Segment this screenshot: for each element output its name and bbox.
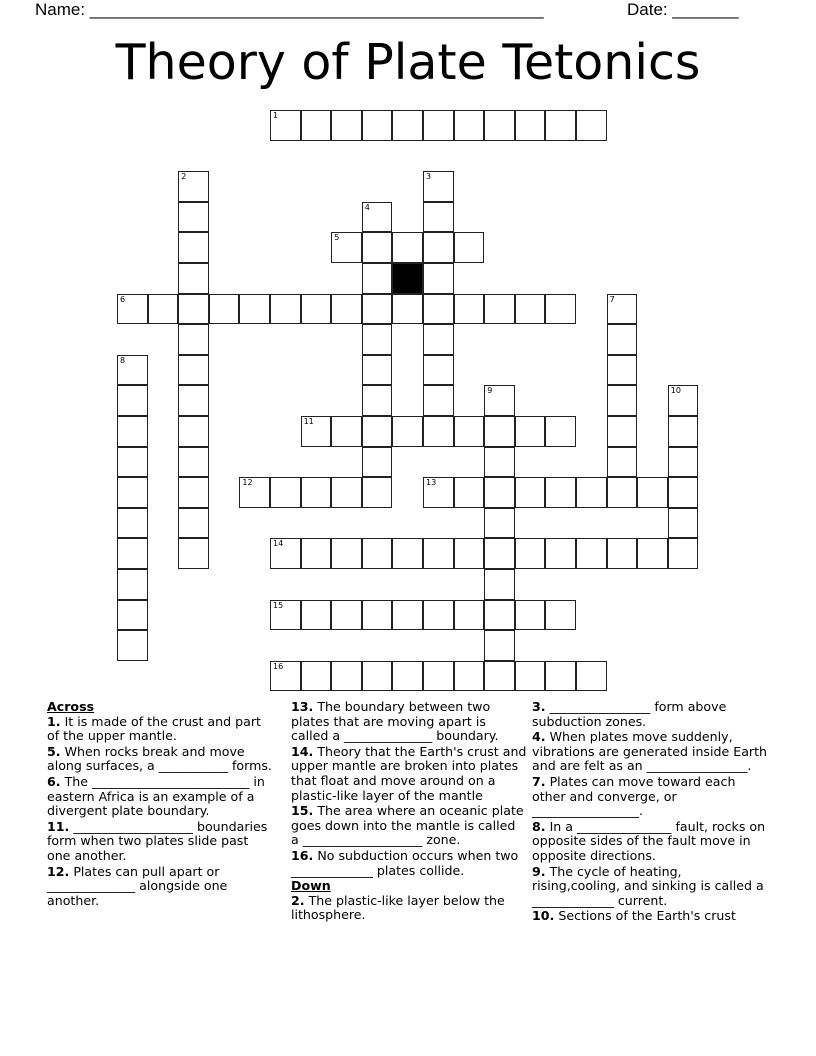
clue-text: The cycle of heating, rising,cooling, and sinking is called a _____________ current. xyxy=(532,863,764,908)
grid-cell[interactable] xyxy=(331,232,362,263)
grid-cell[interactable] xyxy=(545,661,576,692)
grid-cell[interactable] xyxy=(454,416,485,447)
grid-cell[interactable] xyxy=(515,110,546,141)
grid-cell[interactable] xyxy=(178,508,209,539)
clue-number: 6 xyxy=(120,294,126,304)
grid-cell[interactable] xyxy=(331,661,362,692)
grid-cell[interactable] xyxy=(515,477,546,508)
grid-cell[interactable] xyxy=(331,416,362,447)
grid-cell[interactable] xyxy=(423,477,454,508)
clue-number: 8 xyxy=(120,355,126,365)
grid-cell[interactable] xyxy=(362,385,393,416)
grid-cell[interactable] xyxy=(117,447,148,478)
grid-cell[interactable] xyxy=(423,661,454,692)
clue-text: ________________ form above subduction zones. xyxy=(532,699,727,729)
grid-cell[interactable] xyxy=(484,385,515,416)
clue-item xyxy=(291,700,527,744)
grid-cell[interactable] xyxy=(484,110,515,141)
grid-cell[interactable] xyxy=(515,416,546,447)
grid-cell[interactable] xyxy=(178,324,209,355)
grid-cell[interactable] xyxy=(454,110,485,141)
grid-cell[interactable] xyxy=(301,538,332,569)
grid-cell[interactable] xyxy=(545,294,576,325)
clue-number: 14. xyxy=(291,743,314,759)
grid-cell[interactable] xyxy=(301,661,332,692)
grid-cell[interactable] xyxy=(362,538,393,569)
grid-cell[interactable] xyxy=(484,416,515,447)
grid-cell[interactable] xyxy=(545,416,576,447)
grid-cell[interactable] xyxy=(270,477,301,508)
grid-cell[interactable] xyxy=(331,538,362,569)
grid-cell[interactable] xyxy=(362,600,393,631)
clue-item xyxy=(532,775,768,819)
grid-cell[interactable] xyxy=(423,416,454,447)
grid-cell[interactable] xyxy=(362,355,393,386)
grid-cell[interactable] xyxy=(178,416,209,447)
grid-cell[interactable] xyxy=(484,630,515,661)
clue-number: 2. xyxy=(291,892,305,908)
grid-cell[interactable] xyxy=(178,202,209,233)
grid-cell[interactable] xyxy=(668,508,699,539)
grid-cell[interactable] xyxy=(484,569,515,600)
grid-cell[interactable] xyxy=(423,202,454,233)
grid-cell[interactable] xyxy=(607,385,638,416)
clue-number: 5. xyxy=(47,743,61,759)
grid-cell[interactable] xyxy=(423,294,454,325)
clues-column-3 xyxy=(532,700,768,925)
grid-cell[interactable] xyxy=(515,538,546,569)
name-field[interactable]: Name: ________________________________________________ xyxy=(35,0,544,19)
grid-cell[interactable] xyxy=(423,355,454,386)
grid-cell[interactable] xyxy=(515,661,546,692)
grid-cell[interactable] xyxy=(484,294,515,325)
clue-text: No subduction occurs when two _____________ plates collide. xyxy=(291,847,519,878)
clue-number: 9 xyxy=(487,386,493,396)
grid-cell[interactable] xyxy=(362,661,393,692)
clue-text: The area where an oceanic plate goes down into the mantle is called a ___________________ zone. xyxy=(291,803,524,848)
grid-cell[interactable] xyxy=(362,263,393,294)
grid-cell[interactable] xyxy=(331,294,362,325)
grid-cell[interactable] xyxy=(117,600,148,631)
grid-cell[interactable] xyxy=(515,600,546,631)
grid-cell[interactable] xyxy=(178,171,209,202)
grid-cell[interactable] xyxy=(607,447,638,478)
grid-cell[interactable] xyxy=(117,477,148,508)
clue-number: 1 xyxy=(273,111,279,120)
grid-cell[interactable] xyxy=(117,630,148,661)
grid-cell[interactable] xyxy=(301,477,332,508)
clue-text: Plates can pull apart or ______________ alongside one another. xyxy=(47,863,228,908)
grid-cell[interactable] xyxy=(545,538,576,569)
clue-number: 12. xyxy=(47,863,70,879)
clue-text: Theory that the Earth's crust and upper mantle are broken into plates that float and move around on a plastic-like layer of the mantle xyxy=(291,743,527,803)
grid-cell[interactable] xyxy=(362,110,393,141)
clue-number: 6. xyxy=(47,773,61,789)
grid-cell[interactable] xyxy=(270,538,301,569)
clue-number: 11 xyxy=(303,417,314,426)
clue-item xyxy=(532,909,768,924)
grid-cell[interactable] xyxy=(423,538,454,569)
grid-cell[interactable] xyxy=(454,600,485,631)
grid-cell[interactable] xyxy=(178,538,209,569)
grid-cell[interactable] xyxy=(392,538,423,569)
grid-cell[interactable] xyxy=(301,416,332,447)
grid-cell[interactable] xyxy=(576,661,607,692)
clue-number: 16. xyxy=(291,847,314,863)
grid-cell[interactable] xyxy=(178,232,209,263)
clue-number: 4 xyxy=(364,202,370,212)
grid-cell[interactable] xyxy=(454,294,485,325)
grid-cell[interactable] xyxy=(331,110,362,141)
down-heading: Down xyxy=(291,878,331,894)
clue-item xyxy=(291,745,527,803)
grid-cell[interactable] xyxy=(454,232,485,263)
grid-cell[interactable] xyxy=(362,294,393,325)
grid-cell[interactable] xyxy=(484,661,515,692)
grid-cell[interactable] xyxy=(331,477,362,508)
grid-cell[interactable] xyxy=(301,110,332,141)
grid-cell[interactable] xyxy=(362,324,393,355)
clue-text: The _________________________ in eastern Africa is an example of a divergent plate boundary. xyxy=(47,773,265,819)
clue-text: It is made of the crust and part of the upper mantle. xyxy=(47,713,261,744)
grid-cell[interactable] xyxy=(178,263,209,294)
grid-cell[interactable] xyxy=(423,232,454,263)
grid-cell[interactable] xyxy=(362,232,393,263)
grid-cell[interactable] xyxy=(148,294,179,325)
clue-text: When rocks break and move along surfaces, a ___________ forms. xyxy=(47,743,272,774)
grid-cell[interactable] xyxy=(545,110,576,141)
clue-number: 12 xyxy=(242,478,253,488)
grid-cell[interactable] xyxy=(576,110,607,141)
grid-cell[interactable] xyxy=(637,538,668,569)
clue-item xyxy=(47,745,275,774)
grid-cell[interactable] xyxy=(301,294,332,325)
grid-cell[interactable] xyxy=(668,385,699,416)
clue-number: 15 xyxy=(273,600,284,610)
clue-number: 9. xyxy=(532,863,546,879)
grid-cell[interactable] xyxy=(607,538,638,569)
grid-cell[interactable] xyxy=(178,294,209,325)
grid-cell[interactable] xyxy=(239,477,270,508)
grid-cell[interactable] xyxy=(607,355,638,386)
date-field[interactable]: Date: _______ xyxy=(627,0,739,19)
grid-cell[interactable] xyxy=(423,263,454,294)
grid-cell[interactable] xyxy=(668,477,699,508)
grid-cell[interactable] xyxy=(178,477,209,508)
clue-number: 1. xyxy=(47,713,61,729)
grid-cell[interactable] xyxy=(392,294,423,325)
grid-cell[interactable] xyxy=(117,569,148,600)
grid-cell[interactable] xyxy=(178,385,209,416)
clue-text: The plastic-like layer below the lithosphere. xyxy=(291,892,505,923)
grid-cell[interactable] xyxy=(545,477,576,508)
clue-item xyxy=(47,865,275,909)
grid-cell[interactable] xyxy=(392,232,423,263)
grid-cell[interactable] xyxy=(178,355,209,386)
grid-cell[interactable] xyxy=(392,661,423,692)
grid-cell[interactable] xyxy=(576,538,607,569)
grid-cell[interactable] xyxy=(331,600,362,631)
clue-number: 3 xyxy=(426,172,432,182)
grid-cell[interactable] xyxy=(515,294,546,325)
grid-cell[interactable] xyxy=(454,661,485,692)
grid-cell[interactable] xyxy=(454,477,485,508)
clue-number: 7 xyxy=(609,294,615,304)
clue-text: Sections of the Earth's crust xyxy=(558,908,736,924)
clue-item xyxy=(291,804,527,848)
grid-cell[interactable] xyxy=(239,294,270,325)
clue-item xyxy=(47,775,275,819)
grid-cell[interactable] xyxy=(301,600,332,631)
clue-number: 16 xyxy=(273,661,284,671)
black-cell xyxy=(392,263,423,294)
clue-number: 10 xyxy=(670,386,681,396)
grid-cell[interactable] xyxy=(117,416,148,447)
clue-item xyxy=(291,894,527,923)
grid-cell[interactable] xyxy=(392,110,423,141)
clue-number: 15. xyxy=(291,803,314,819)
page-title: Theory of Plate Tetonics xyxy=(115,34,701,91)
grid-cell[interactable] xyxy=(423,600,454,631)
grid-cell[interactable] xyxy=(362,416,393,447)
grid-cell[interactable] xyxy=(270,661,301,692)
clue-number: 7. xyxy=(532,773,546,789)
grid-cell[interactable] xyxy=(117,538,148,569)
grid-cell[interactable] xyxy=(484,508,515,539)
grid-cell[interactable] xyxy=(484,538,515,569)
clue-item xyxy=(532,730,768,774)
clue-item xyxy=(47,715,275,744)
clues-column-2 xyxy=(291,700,527,924)
clue-item xyxy=(532,820,768,864)
grid-cell[interactable] xyxy=(423,171,454,202)
grid-cell[interactable] xyxy=(392,416,423,447)
grid-cell[interactable] xyxy=(117,294,148,325)
grid-cell[interactable] xyxy=(668,447,699,478)
clue-item xyxy=(532,865,768,909)
grid-cell[interactable] xyxy=(270,110,301,141)
clue-item xyxy=(532,700,768,729)
grid-cell[interactable] xyxy=(607,324,638,355)
clue-number: 11. xyxy=(47,818,70,834)
grid-cell[interactable] xyxy=(454,538,485,569)
grid-cell[interactable] xyxy=(668,538,699,569)
clue-number: 3. xyxy=(532,699,546,714)
grid-cell[interactable] xyxy=(117,508,148,539)
clues-column-1 xyxy=(47,700,275,909)
clue-text: The boundary between two plates that are moving apart is called a ______________ boundary. xyxy=(291,699,499,744)
grid-cell[interactable] xyxy=(545,600,576,631)
grid-cell[interactable] xyxy=(484,477,515,508)
clue-number: 14 xyxy=(273,539,284,549)
grid-cell[interactable] xyxy=(668,416,699,447)
grid-cell[interactable] xyxy=(209,294,240,325)
grid-cell[interactable] xyxy=(362,202,393,233)
grid-cell[interactable] xyxy=(576,477,607,508)
grid-cell[interactable] xyxy=(178,447,209,478)
grid-cell[interactable] xyxy=(392,600,423,631)
grid-cell[interactable] xyxy=(423,324,454,355)
grid-cell[interactable] xyxy=(117,355,148,386)
across-heading: Across xyxy=(47,699,95,714)
clue-text: ___________________ boundaries form when two plates slide past one another. xyxy=(47,818,268,863)
grid-cell[interactable] xyxy=(637,477,668,508)
grid-cell[interactable] xyxy=(607,294,638,325)
clue-text: In a _______________ fault, rocks on opposite sides of the fault move in opposite directions. xyxy=(532,818,766,863)
grid-cell[interactable] xyxy=(607,416,638,447)
clue-number: 8. xyxy=(532,818,546,834)
clue-number: 4. xyxy=(532,729,546,745)
clue-number: 2 xyxy=(181,172,187,182)
clue-number: 13. xyxy=(291,699,314,714)
grid-cell[interactable] xyxy=(270,294,301,325)
clue-text: When plates move suddenly, vibrations are generated inside Earth and are felt as an ________________. xyxy=(532,729,768,774)
grid-cell[interactable] xyxy=(484,447,515,478)
grid-cell[interactable] xyxy=(423,110,454,141)
grid-cell[interactable] xyxy=(423,385,454,416)
grid-cell[interactable] xyxy=(484,600,515,631)
clue-item xyxy=(47,820,275,864)
crossword-grid xyxy=(117,110,730,723)
grid-cell[interactable] xyxy=(362,447,393,478)
grid-cell[interactable] xyxy=(270,600,301,631)
clue-number: 5 xyxy=(334,233,340,243)
clue-item xyxy=(291,849,527,878)
clue-number: 10. xyxy=(532,908,555,924)
grid-cell[interactable] xyxy=(607,477,638,508)
clue-number: 13 xyxy=(426,478,437,488)
grid-cell[interactable] xyxy=(117,385,148,416)
clue-text: Plates can move toward each other and converge, or _________________. xyxy=(532,773,736,819)
grid-cell[interactable] xyxy=(362,477,393,508)
